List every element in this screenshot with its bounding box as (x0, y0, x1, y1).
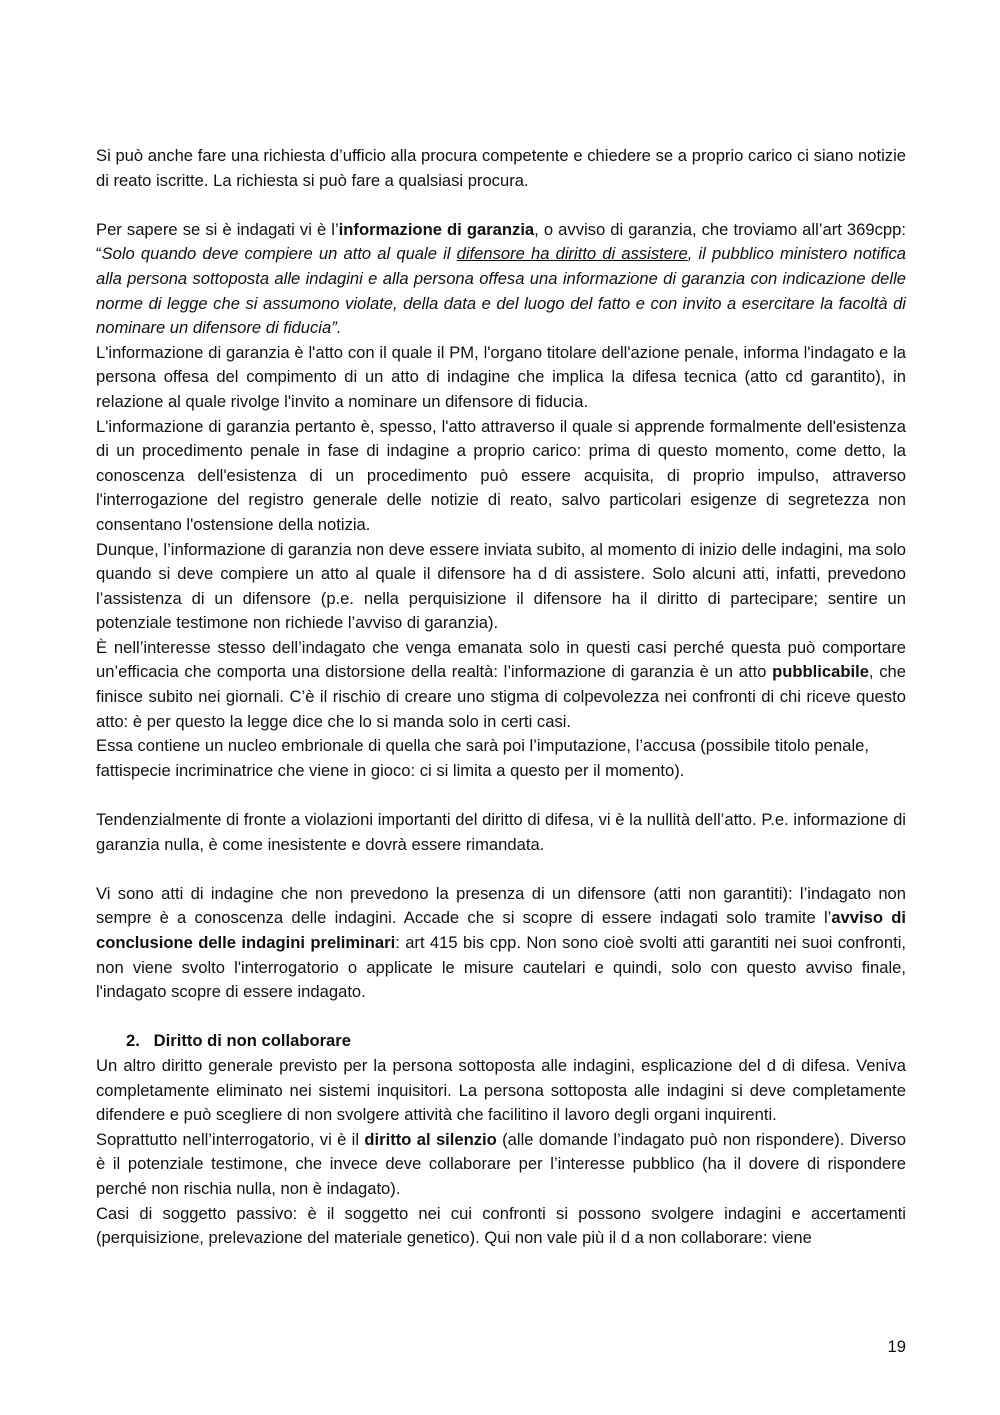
paragraph-atti-non-garantiti (96, 882, 906, 1005)
text-span: Solo quando deve compiere un atto al quale il (101, 244, 457, 264)
paragraph-interesse-indagato (96, 636, 906, 734)
paragraph-nucleo-embrionale: Essa contiene un nucleo embrionale di quella che sarà poi l’imputazione, l’accusa (possibile titolo penale, fattispecie incriminatrice che viene in gioco: ci si limita a questo per il momento). (96, 736, 869, 780)
paragraph-gap (96, 857, 906, 882)
paragraph-gap (96, 1005, 906, 1030)
text-span: Per sapere se si è indagati vi è l’ (96, 219, 339, 239)
text-span: , o avviso di garanzia, che troviamo all’art 369cpp: “ (96, 219, 906, 264)
underlined-phrase: difensore ha diritto di assistere (456, 244, 688, 264)
bold-term-informazione-di-garanzia: informazione di garanzia (338, 219, 535, 239)
paragraph-dunque: Dunque, l’informazione di garanzia non deve essere inviata subito, al momento di inizio delle indagini, ma solo quando si deve compiere un atto al quale il difensore ha d di assistere. Solo alcuni atti, infatti, prevedono l’assistenza di un difensore (p.e. nella perquisizione il difensore ha il diritto di partecipare; sentire un potenziale testimone non richiede l’avviso di garanzia). (96, 539, 906, 633)
bold-term-diritto-al-silenzio: diritto al silenzio (364, 1129, 497, 1149)
quote-art-369 (96, 244, 906, 337)
paragraph-soggetto-passivo: Casi di soggetto passivo: è il soggetto nei cui confronti si possono svolgere indagini e accertamenti (perquisizione, prelevazione del materiale genetico). Qui non vale più il d a non collaborare: viene (96, 1203, 906, 1248)
text-span: (alle domande l’indagato può non rispondere). Diverso è il potenziale testimone, che invece deve collaborare per l’interesse pubblico (ha il dovere di rispondere perché non rischia nulla, non è indagato). (96, 1129, 907, 1198)
paragraph-diritto-silenzio (96, 1128, 906, 1202)
paragraph-esistenza-procedimento: L'informazione di garanzia pertanto è, spesso, l'atto attraverso il quale si apprende formalmente dell'esistenza di un procedimento penale in fase di indagine a proprio carico: prima di questo momento, come detto, la conoscenza dell'esistenza di un procedimento può essere acquisita, di proprio impulso, attraverso l'interrogazione del registro generale delle notizie di reato, salvo particolari esigenze di segretezza non consentano l'ostensione della notizia. (96, 416, 906, 534)
paragraph-richiesta-ufficio: Si può anche fare una richiesta d’ufficio alla procura competente e chiedere se a proprio carico ci siano notizie di reato iscritte. La richiesta si può fare a qualsiasi procura. (96, 146, 906, 190)
document-body (96, 144, 906, 1251)
paragraph-gap (96, 193, 906, 218)
text-span: , il pubblico ministero notifica alla persona sottoposta alle indagini e alla persona offesa una informazione di garanzia con indicazione delle norme di legge che si assumono violate, della data e del luogo del fatto e con invito a esercitare la facoltà di nominare un difensore di fiducia”. (96, 244, 906, 338)
paragraph-nullita: Tendenzialmente di fronte a violazioni importanti del diritto di difesa, vi è la nullità dell’atto. P.e. informazione di garanzia nulla, è come inesistente e dovrà essere rimandata. (96, 810, 906, 854)
paragraph-informazione-garanzia (96, 218, 906, 341)
section-heading: 2. Diritto di non collaborare (126, 1031, 351, 1051)
text-span: : art 415 bis cpp. Non sono cioè svolti atti garantiti nei suoi confronti, non viene svolto l'interrogatorio o applicate le misure cautelari e quindi, solo con questo avviso finale, l'indagato scopre di essere indagato. (96, 933, 906, 1002)
paragraph-diritto-generale: Un altro diritto generale previsto per la persona sottoposta alle indagini, esplicazione del d di difesa. Veniva completamente eliminato nei sistemi inquisitori. La persona sottoposta alle indagini si deve completamente difendere e può scegliere di non svolgere attività che facilitino il lavoro degli organi inquirenti. (96, 1055, 906, 1125)
page-number: 19 (887, 1337, 906, 1356)
text-span: Soprattutto nell’interrogatorio, vi è il (96, 1129, 365, 1149)
paragraph-gap (96, 783, 906, 808)
bold-term-avviso-conclusione: avviso di conclusione delle indagini preliminari (96, 908, 906, 952)
text-span: È nell’interesse stesso dell’indagato che venga emanata solo in questi casi perché questa può comportare un’efficacia che comporta una distorsione della realtà: l’informazione di garanzia è un atto (96, 637, 906, 682)
text-span: , che finisce subito nei giornali. C’è il rischio di creare uno stigma di colpevolezza nei confronti di chi riceve questo atto: è per questo la legge dice che lo si manda solo in certi casi. (96, 662, 906, 731)
paragraph-definizione-pm: L'informazione di garanzia è l'atto con il quale il PM, l'organo titolare dell'azione penale, informa l'indagato e la persona offesa del compimento di un atto di indagine che implica la difesa tecnica (atto cd garantito), in relazione al quale rivolge l'invito a nominare un difensore di fiducia. (96, 342, 906, 411)
bold-term-pubblicabile: pubblicabile (772, 662, 869, 682)
text-span: Vi sono atti di indagine che non prevedono la presenza di un difensore (atti non garantiti): l’indagato non sempre è a conoscenza delle indagini. Accade che si scopre di essere indagati solo tramite l’ (96, 883, 906, 928)
